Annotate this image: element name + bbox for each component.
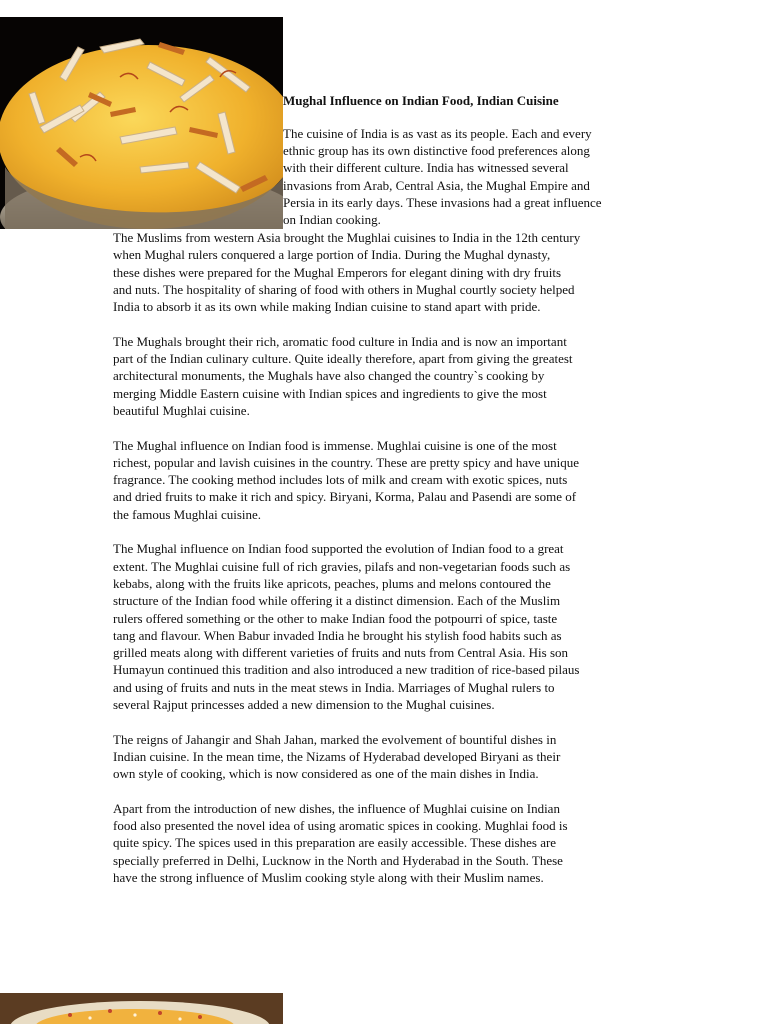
article-title: Mughal Influence on Indian Food, Indian Cuisine [283,93,559,108]
text-line: grilled meats along with different varieties of fruits and nuts from Central Asia. His son [113,645,569,661]
text-line: Indian cuisine. In the mean time, the Nizams of Hyderabad developed Biryani as their [113,748,561,764]
text-line: The Muslims from western Asia brought the Mughlai cuisines to India in the 12th century [113,230,581,245]
text-line: part of the Indian culinary culture. Quite ideally therefore, apart from giving the greatest [113,351,573,367]
text-line: specially preferred in Delhi, Lucknow in the North and Hyderabad in the South. These [113,852,563,868]
text-line: have the strong influence of Muslim cooking style along with their Muslim names. [113,869,544,885]
intro-line: with their different culture. India has witnessed several [283,160,569,176]
intro-line: invasions from Arab, Central Asia, the Mughal Empire and [283,177,590,193]
article-body [113,229,673,904]
text-line: structure of the Indian food while offering it a distinct dimension. Each of the Muslim [113,593,561,609]
text-line: food also presented the novel idea of using aromatic spices in cooking. Mughlai food is [113,818,568,834]
text-line: richest, popular and lavish cuisines in the country. These are pretty spicy and have unique [113,454,580,470]
text-line: Humayun continued this tradition and also introduced a new tradition of rice-based pilaus [113,662,580,678]
text-line: merging Middle Eastern cuisine with Indian spices and ingredients to give the most [113,385,547,401]
text-line: several Rajput princesses added a new dimension to the Mughal cuisines. [113,697,495,713]
text-line: extent. The Mughlai cuisine full of rich gravies, pilafs and non-vegetarian foods such as [113,558,571,574]
paragraph-immense-influence [113,437,673,523]
text-line: rulers offered something or the other to make Indian food the potpourri of spice, taste [113,610,558,626]
text-line: The Mughals brought their rich, aromatic food culture in India and is now an important [113,333,567,349]
intro-line: Persia in its early days. These invasions had a great influence [283,194,602,210]
intro-line: The cuisine of India is as vast as its people. Each and every [283,126,592,141]
text-line: The Mughal influence on Indian food is immense. Mughlai cuisine is one of the most [113,437,557,453]
text-line: India to absorb it as its own while making Indian cuisine to stand apart with pride. [113,299,541,315]
text-line: Apart from the introduction of new dishes, the influence of Mughlai cuisine on Indian [113,800,560,816]
text-line: tang and flavour. When Babur invaded India he brought his stylish food habits such as [113,627,562,643]
paragraph-evolution [113,540,673,713]
text-line: and using of fruits and nuts in the meat stews in India. Marriages of Mughal rulers to [113,679,555,695]
text-line: and dried fruits to make it rich and spicy. Biryani, Korma, Palau and Pasendi are some of [113,489,577,505]
text-line: fragrance. The cooking method includes lots of milk and cream with exotic spices, nuts [113,472,568,488]
text-line: the famous Mughlai cuisine. [113,506,262,522]
text-line: and nuts. The hospitality of sharing of food with others in Mughal courtly society helped [113,281,575,297]
text-line: when Mughal rulers conquered a large portion of India. During the Mughal dynasty, [113,247,551,263]
text-line: beautiful Mughlai cuisine. [113,402,250,418]
paragraph-aromatic-spices [113,800,673,886]
intro-paragraph [283,125,663,228]
text-line: kebabs, along with the fruits like apricots, peaches, plums and melons contoured the [113,575,551,591]
halwa-dessert-photo [0,17,283,229]
intro-line: on Indian cooking. [283,212,381,228]
text-line: architectural monuments, the Mughals have also changed the country`s cooking by [113,368,545,384]
biryani-dish-photo [0,993,283,1024]
paragraph-jahangir-shah-jahan [113,731,673,783]
intro-line: ethnic group has its own distinctive food preferences along [283,143,590,159]
text-line: quite spicy. The spices used in this preparation are easily accessible. These dishes are [113,835,557,851]
text-line: The Mughal influence on Indian food supported the evolution of Indian food to a great [113,541,564,557]
paragraph-mughlai-origin [113,229,673,315]
text-line: The reigns of Jahangir and Shah Jahan, marked the evolvement of bountiful dishes in [113,731,557,747]
text-line: these dishes were prepared for the Mughal Emperors for elegant dining with dry fruits [113,264,562,280]
paragraph-food-culture [113,333,673,419]
text-line: own style of cooking, which is now considered as one of the main dishes in India. [113,766,539,782]
